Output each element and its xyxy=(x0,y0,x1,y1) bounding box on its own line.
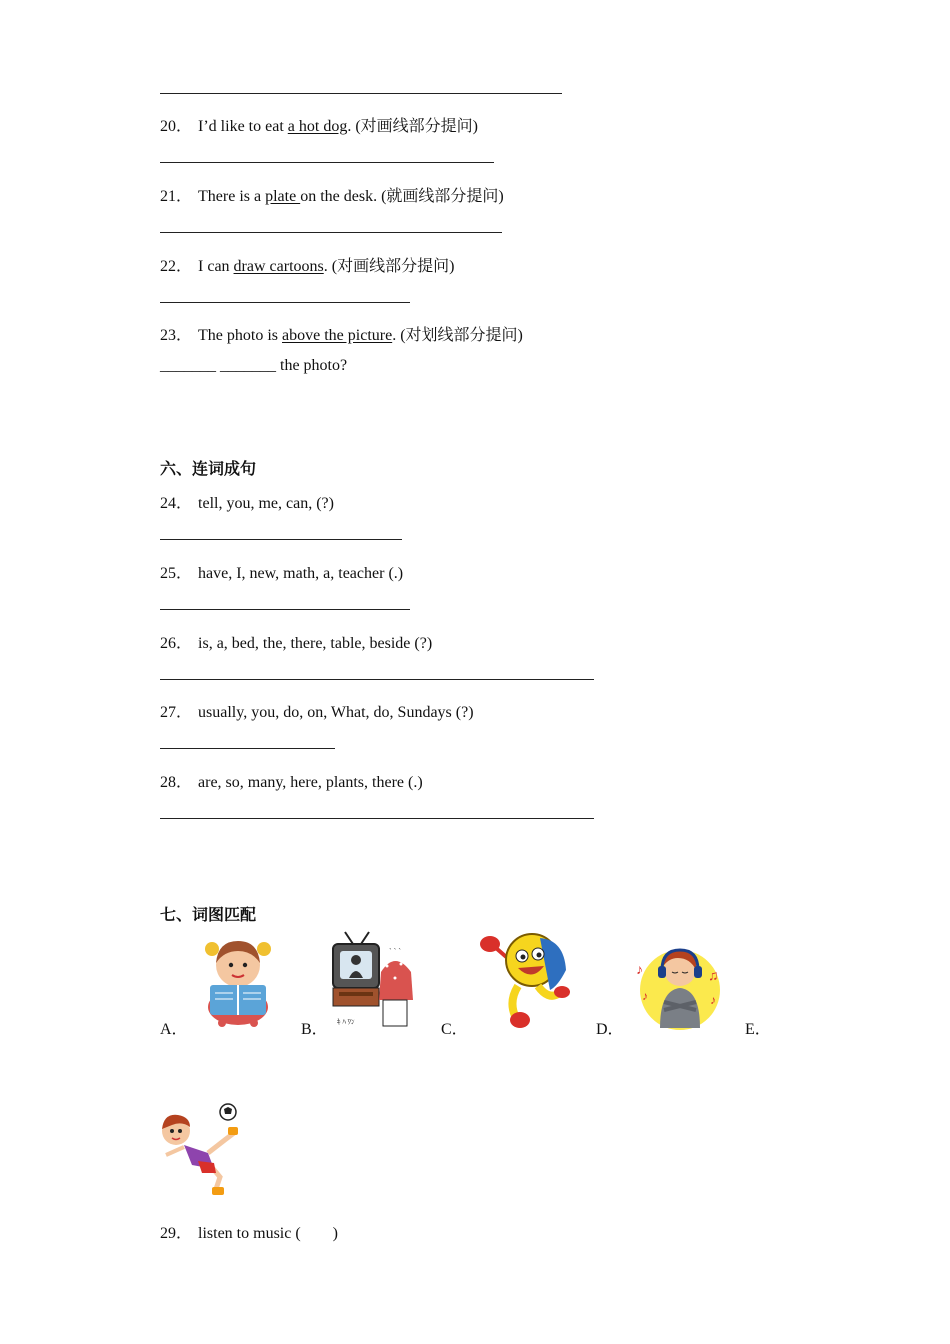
section-heading-6: 六、连词成句 xyxy=(160,459,257,478)
question-25: 25． have, I, new, math, a, teacher (.) xyxy=(160,565,404,582)
svg-text:♪: ♪ xyxy=(710,993,716,1007)
question-20: 20． I’d like to eat a hot dog. (对画线部分提问) xyxy=(160,118,478,135)
answer-template-23[interactable]: _______ _______ the photo? xyxy=(160,357,348,374)
question-number: 21． xyxy=(160,188,193,205)
watching-tv-picture xyxy=(331,930,421,1032)
svg-text:♪: ♪ xyxy=(642,989,648,1003)
svg-text:` ` `: ` ` ` xyxy=(389,947,401,956)
section-heading-7: 七、词图匹配 xyxy=(160,905,257,924)
question-number: 25． xyxy=(160,565,193,582)
option-label-d: D． xyxy=(596,1021,624,1038)
question-23: 23． The photo is above the picture. (对划线部分提问) xyxy=(160,327,523,344)
option-label-e: E． xyxy=(745,1021,771,1038)
question-number: 20． xyxy=(160,118,193,135)
svg-text:♪: ♪ xyxy=(636,963,643,978)
option-label-a: A． xyxy=(160,1021,188,1038)
question-number: 28． xyxy=(160,774,193,791)
question-text[interactable]: listen to music ( ) xyxy=(198,1225,339,1242)
answer-line-26[interactable] xyxy=(160,679,594,680)
underlined-phrase: plate xyxy=(265,188,301,205)
svg-text:♫: ♫ xyxy=(708,969,719,984)
answer-line-28[interactable] xyxy=(160,818,594,819)
listening-music-picture xyxy=(634,940,726,1032)
question-21: 21． There is a plate on the desk. (就画线部分提问) xyxy=(160,188,504,205)
answer-line-21[interactable] xyxy=(160,232,502,233)
question-number: 22． xyxy=(160,258,193,275)
option-label-c: C． xyxy=(441,1021,468,1038)
answer-line-27[interactable] xyxy=(160,748,335,749)
question-number: 24． xyxy=(160,495,193,512)
answer-line-24[interactable] xyxy=(160,539,402,540)
question-26: 26． is, a, bed, the, there, table, beside (?) xyxy=(160,635,433,652)
answer-line-19[interactable] xyxy=(160,93,562,94)
answer-line-20[interactable] xyxy=(160,162,494,163)
question-number: 26． xyxy=(160,635,193,652)
question-29 xyxy=(160,1220,338,1243)
question-number: 29． xyxy=(160,1225,193,1242)
girl-reading-picture xyxy=(200,935,276,1027)
playing-football-picture xyxy=(158,1103,242,1197)
option-label-b: B． xyxy=(301,1021,328,1038)
svg-text:ｷ ﾊ ﾜﾝ: ｷ ﾊ ﾜﾝ xyxy=(337,1018,355,1026)
underlined-phrase: above the picture xyxy=(282,327,393,344)
question-24: 24． tell, you, me, can, (?) xyxy=(160,495,334,512)
question-22: 22． I can draw cartoons. (对画线部分提问) xyxy=(160,258,455,275)
answer-line-25[interactable] xyxy=(160,609,410,610)
underlined-phrase: draw cartoons xyxy=(233,258,324,275)
answer-line-22[interactable] xyxy=(160,302,410,303)
question-27: 27． usually, you, do, on, What, do, Sundays (?) xyxy=(160,704,474,721)
question-number: 23． xyxy=(160,327,193,344)
underlined-phrase: a hot dog xyxy=(287,118,348,135)
question-number: 27． xyxy=(160,704,193,721)
question-28: 28． are, so, many, here, plants, there (.) xyxy=(160,774,423,791)
dancing-cartoon-picture xyxy=(478,930,572,1030)
